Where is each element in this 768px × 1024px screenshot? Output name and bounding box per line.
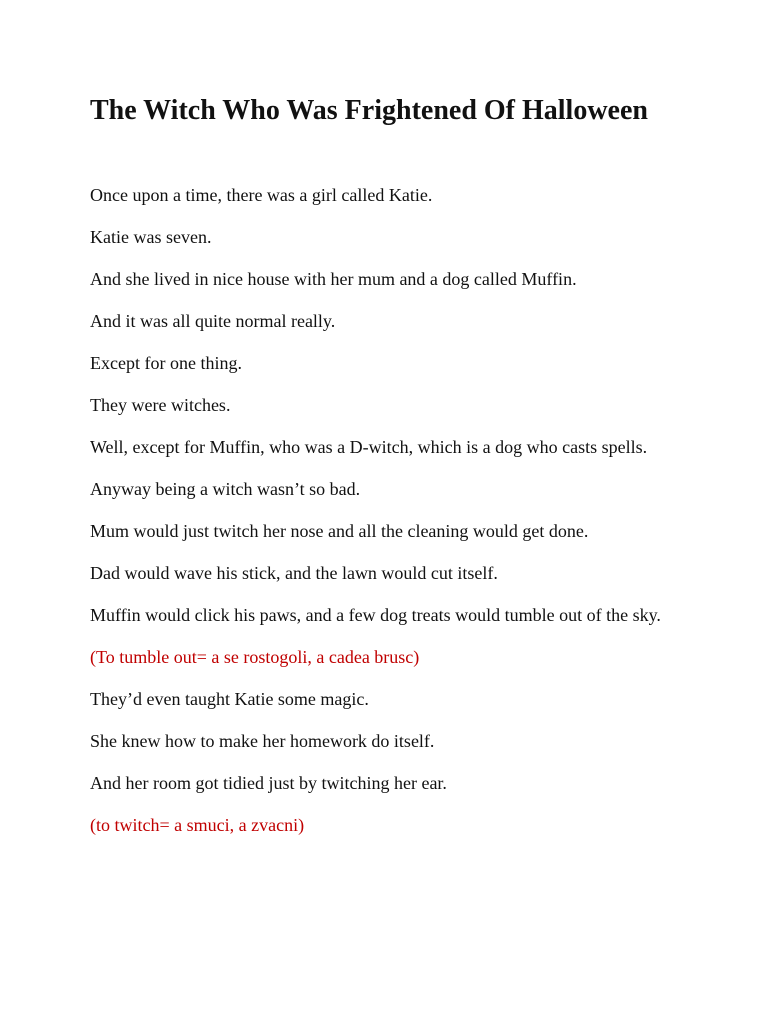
- paragraph: Muffin would click his paws, and a few dog treats would tumble out of the sky.: [90, 605, 661, 625]
- paragraph: And her room got tidied just by twitching her ear.: [90, 773, 447, 793]
- paragraph: Mum would just twitch her nose and all the cleaning would get done.: [90, 521, 589, 541]
- paragraph: And she lived in nice house with her mum and a dog called Muffin.: [90, 269, 577, 289]
- paragraph: Dad would wave his stick, and the lawn would cut itself.: [90, 563, 498, 583]
- page-title: The Witch Who Was Frightened Of Halloween: [90, 95, 648, 126]
- paragraph: They’d even taught Katie some magic.: [90, 689, 369, 709]
- paragraph: Anyway being a witch wasn’t so bad.: [90, 479, 361, 499]
- translation-note: (To tumble out= a se rostogoli, a cadea brusc): [90, 647, 420, 667]
- paragraph: And it was all quite normal really.: [90, 311, 336, 331]
- document-page: [90, 92, 680, 855]
- paragraph: Once upon a time, there was a girl called Katie.: [90, 185, 433, 205]
- paragraph: Well, except for Muffin, who was a D-witch, which is a dog who casts spells.: [90, 437, 648, 457]
- translation-note: (to twitch= a smuci, a zvacni): [90, 815, 305, 835]
- paragraph: Except for one thing.: [90, 353, 242, 373]
- story-body: [90, 183, 680, 837]
- paragraph: They were witches.: [90, 395, 231, 415]
- paragraph: Katie was seven.: [90, 227, 212, 247]
- paragraph: She knew how to make her homework do itself.: [90, 731, 435, 751]
